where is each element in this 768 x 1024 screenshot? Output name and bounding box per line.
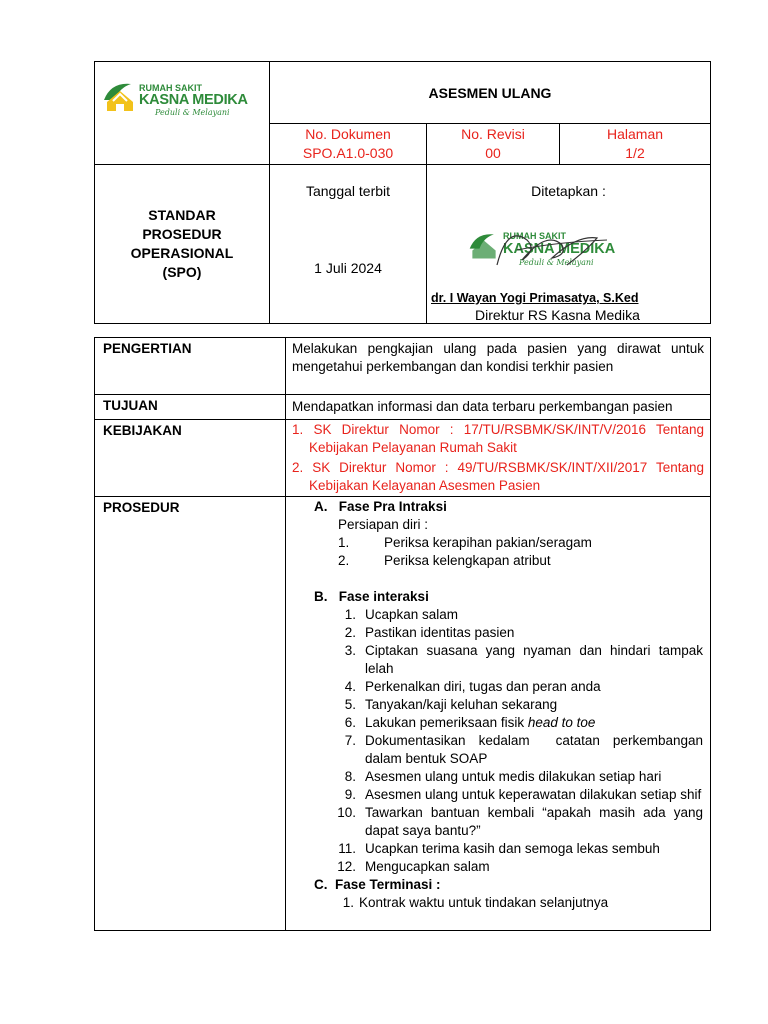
issue-date-cell — [270, 165, 427, 324]
phase-a-heading — [314, 498, 710, 516]
signer-position: Direktur RS Kasna Medika — [475, 307, 640, 323]
signature-icon — [467, 220, 617, 280]
kebijakan-label: KEBIJAKAN — [95, 420, 286, 497]
logo-line2: KASNA MEDIKA — [139, 92, 248, 108]
phase-a-letter: A. — [314, 499, 328, 514]
phase-b-heading — [314, 588, 710, 606]
logo-cell — [95, 62, 270, 165]
phase-a-intro: Persiapan diri : — [338, 517, 429, 532]
spo-cell — [95, 165, 270, 324]
phase-b-list — [330, 606, 707, 876]
list-item: 12. Mengucapkan salam — [337, 859, 490, 874]
list-item: 1. Ucapkan salam — [344, 607, 459, 622]
list-item: 6. Lakukan pemeriksaan fisik head to toe — [344, 715, 596, 730]
kebijakan-item: 1. SK Direktur Nomor : 17/TU/RSBMK/SK/INT/V/2016 Tentang Kebijakan Pelayanan Rumah Sakit — [292, 422, 704, 455]
issue-date-label: Tanggal terbit — [305, 183, 391, 199]
phase-c-heading — [314, 876, 710, 894]
phase-c-letter: C. — [314, 877, 328, 892]
stamp-line1: RUMAH SAKIT — [503, 231, 566, 241]
logo-tagline: Peduli & Melayani — [155, 108, 230, 117]
revision-value: 00 — [485, 145, 501, 161]
doc-number-label: No. Dokumen — [305, 126, 391, 142]
list-item: 11. Ucapkan terima kasih dan semoga lekas sembuh — [338, 841, 660, 856]
header-table — [94, 61, 711, 324]
spo-line-1: STANDAR — [148, 207, 216, 223]
pengertian-text: Melakukan pengkajian ulang pada pasien yang dirawat untuk mengetahui perkembangan dan kondisi terkhir pasien — [286, 338, 711, 395]
tujuan-label: TUJUAN — [95, 395, 286, 420]
tujuan-text: Mendapatkan informasi dan data terbaru perkembangan pasien — [286, 395, 711, 420]
content-table — [94, 337, 711, 931]
spo-line-3: OPERASIONAL — [130, 245, 234, 261]
list-item: 9. Asesmen ulang untuk keperawatan dilakukan setiap shif — [344, 787, 702, 802]
page-cell — [560, 124, 711, 165]
spo-line-4: (SPO) — [162, 264, 202, 280]
list-item: 10. Tawarkan bantuan kembali “apakah masih ada yang dapat saya bantu?” — [337, 805, 703, 838]
list-item: 7. Dokumentasikan kedalam catatan perkembangan dalam bentuk SOAP — [344, 733, 707, 766]
prosedur-label: PROSEDUR — [95, 497, 286, 931]
list-item: 8. Asesmen ulang untuk medis dilakukan setiap hari — [344, 769, 662, 784]
signer-name: dr. I Wayan Yogi Primasatya, S.Ked — [431, 291, 639, 305]
phase-c-title: Fase Terminasi : — [335, 877, 441, 892]
list-item: 3. Ciptakan suasana yang nyaman dan hindari tampak lelah — [344, 643, 703, 676]
list-item: 4. Perkenalkan diri, tugas dan peran anda — [344, 679, 601, 694]
list-item: 2. Periksa kelengkapan atribut — [338, 553, 551, 568]
kebijakan-item: 2. SK Direktur Nomor : 49/TU/RSBMK/SK/INT/XII/2017 Tentang Kebijakan Kelayanan Asesmen Pasien — [292, 460, 704, 493]
revision-cell — [427, 124, 560, 165]
revision-label: No. Revisi — [461, 126, 525, 142]
page-value: 1/2 — [625, 145, 645, 161]
list-item: 1. Periksa kerapihan pakian/seragam — [338, 535, 592, 550]
list-item: 2. Pastikan identitas pasien — [344, 625, 515, 640]
list-item: 1. Kontrak waktu untuk tindakan selanjutnya — [342, 895, 609, 910]
logo-line1: RUMAH SAKIT — [139, 83, 202, 93]
hospital-logo-icon — [101, 80, 139, 114]
list-item: 5. Tanyakan/kaji keluhan sekarang — [344, 697, 558, 712]
doc-number-cell — [270, 124, 427, 165]
document-title: ASESMEN ULANG — [270, 62, 711, 124]
issue-date-value: 1 Juli 2024 — [314, 260, 382, 276]
doc-number-value: SPO.A1.0-030 — [302, 145, 394, 161]
phase-b-letter: B. — [314, 589, 328, 604]
phase-a-title: Fase Pra Intraksi — [338, 499, 447, 514]
spo-line-2: PROSEDUR — [142, 226, 222, 242]
phase-b-title: Fase interaksi — [338, 589, 429, 604]
stamp-tagline: Peduli & Melayani — [519, 258, 594, 267]
stamp-line2: KASNA MEDIKA — [503, 241, 616, 257]
kebijakan-list — [286, 420, 711, 497]
pengertian-label: PENGERTIAN — [95, 338, 286, 395]
approval-label: Ditetapkan : — [531, 183, 606, 199]
prosedur-content — [286, 497, 711, 931]
page-label: Halaman — [606, 126, 664, 142]
approval-cell — [427, 165, 711, 324]
